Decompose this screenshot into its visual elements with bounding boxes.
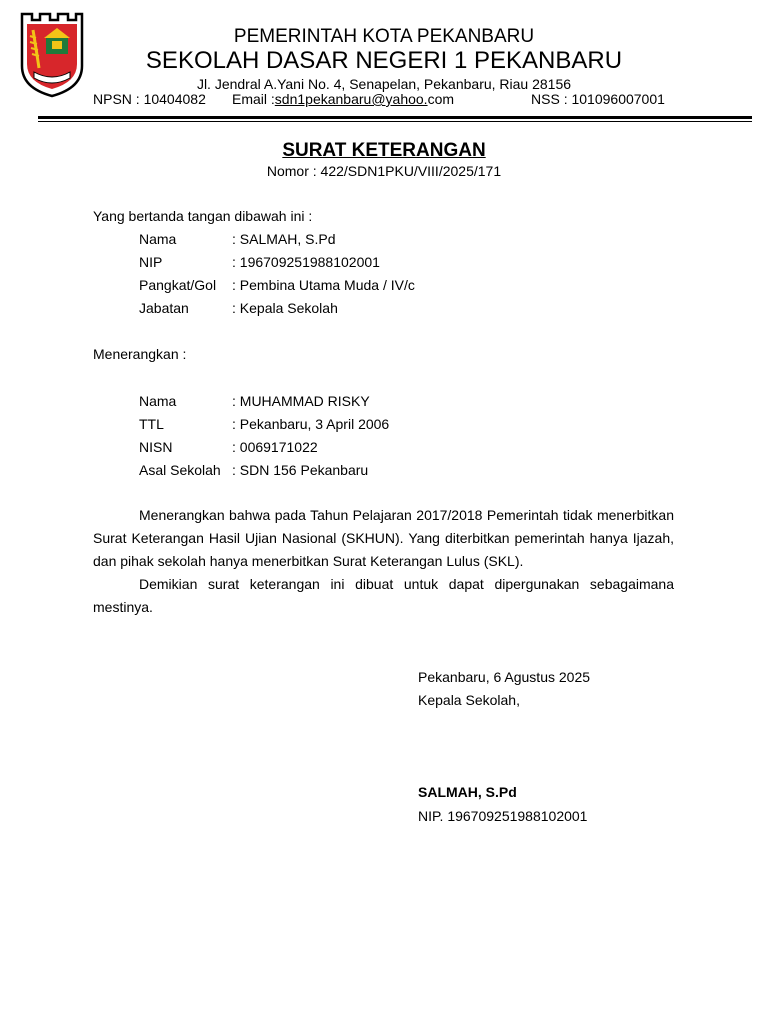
signature-position: Kepala Sekolah, bbox=[418, 692, 520, 708]
signature-nip: NIP. 196709251988102001 bbox=[418, 808, 588, 824]
npsn-text: NPSN : 10404082 bbox=[93, 91, 206, 107]
signer-rank-value: : Pembina Utama Muda / IV/c bbox=[232, 277, 415, 293]
header-divider-thick bbox=[38, 116, 752, 119]
body-paragraphs bbox=[93, 504, 674, 619]
school-address: Jl. Jendral A.Yani No. 4, Senapelan, Pekanbaru, Riau 28156 bbox=[196, 76, 572, 92]
paragraph-statement: Menerangkan bahwa pada Tahun Pelajaran 2017/2018 Pemerintah tidak menerbitkan Surat Keterangan Hasil Ujian Nasional (SKHUN). Yang diterbitkan pemerintah hanya Ijazah, dan pihak sekolah hanya menerbitkan Surat Keterangan Lulus (SKL). bbox=[93, 507, 674, 569]
student-school-label: Asal Sekolah bbox=[139, 462, 221, 478]
signer-position-value: : Kepala Sekolah bbox=[232, 300, 338, 316]
signer-position-label: Jabatan bbox=[139, 300, 189, 316]
document-title: SURAT KETERANGAN bbox=[282, 140, 486, 161]
signature-name: SALMAH, S.Pd bbox=[418, 784, 517, 800]
student-nisn-label: NISN bbox=[139, 439, 173, 455]
signer-name-value: : SALMAH, S.Pd bbox=[232, 231, 336, 247]
student-nisn-value: : 0069171022 bbox=[232, 439, 318, 455]
email-link[interactable]: sdn1pekanbaru@yahoo. bbox=[274, 91, 428, 107]
document-number: Nomor : 422/SDN1PKU/VIII/2025/171 bbox=[266, 163, 502, 179]
menerangkan-heading: Menerangkan : bbox=[93, 346, 187, 362]
intro-text: Yang bertanda tangan dibawah ini : bbox=[93, 208, 313, 224]
student-name-value: : MUHAMMAD RISKY bbox=[232, 393, 370, 409]
signer-name-label: Nama bbox=[139, 231, 177, 247]
student-ttl-label: TTL bbox=[139, 416, 164, 432]
header-divider-thin bbox=[38, 121, 752, 122]
signer-nip-value: : 196709251988102001 bbox=[232, 254, 380, 270]
signature-place-date: Pekanbaru, 6 Agustus 2025 bbox=[418, 669, 591, 685]
contact-line bbox=[93, 91, 665, 107]
signer-nip-label: NIP bbox=[139, 254, 163, 270]
paragraph-closing: Demikian surat keterangan ini dibuat untuk dapat dipergunakan sebagaimana mestinya. bbox=[93, 576, 674, 615]
email-tail: com bbox=[427, 91, 455, 107]
email-label: Email : bbox=[232, 91, 275, 107]
student-name-label: Nama bbox=[139, 393, 177, 409]
signer-rank-label: Pangkat/Gol bbox=[139, 277, 217, 293]
student-ttl-value: : Pekanbaru, 3 April 2006 bbox=[232, 416, 390, 432]
government-name: PEMERINTAH KOTA PEKANBARU bbox=[233, 26, 535, 47]
school-name: SEKOLAH DASAR NEGERI 1 PEKANBARU bbox=[145, 47, 623, 74]
nss-text: NSS : 101096007001 bbox=[531, 91, 665, 107]
student-school-value: : SDN 156 Pekanbaru bbox=[232, 462, 369, 478]
